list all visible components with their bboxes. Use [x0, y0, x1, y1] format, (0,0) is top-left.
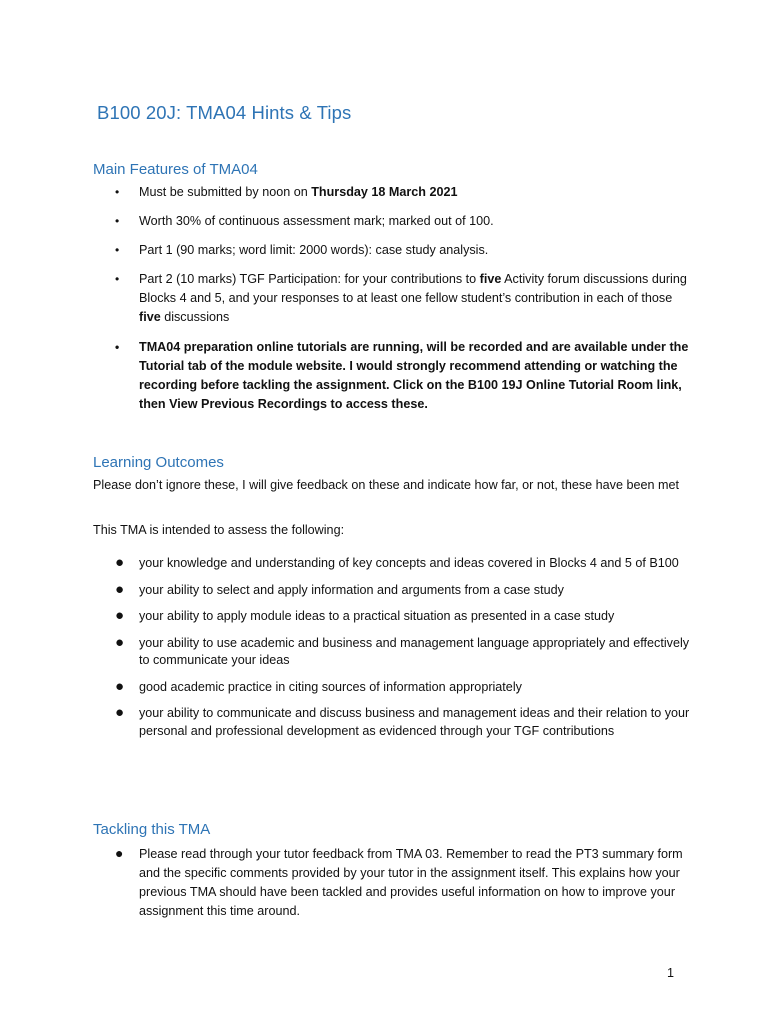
- bullet-marker: ●: [115, 607, 125, 624]
- bullet-marker: ●: [115, 633, 125, 651]
- bullet-marker: ●: [115, 580, 125, 598]
- list-item: ● your ability to communicate and discuss business and management ideas and their relation to your personal and professional development as evidenced through your TGF contributions: [115, 704, 690, 738]
- tackling-list: [93, 845, 693, 921]
- bullet-marker: ●: [115, 704, 125, 721]
- main-features-list: [93, 183, 693, 414]
- bullet-marker: •: [115, 214, 120, 228]
- list-item: • Part 2 (10 marks) TGF Participation: for your contributions to five Activity forum discussions during Blocks 4 and 5, and your responses to at least one fellow student’s contribution in each of those five discussions: [115, 272, 687, 324]
- learning-outcomes-intro: This TMA is intended to assess the following:: [93, 523, 345, 537]
- bullet-marker: •: [115, 340, 120, 354]
- bullet-marker: ●: [115, 845, 124, 861]
- list-item: • TMA04 preparation online tutorials are running, will be recorded and are available under the Tutorial tab of the module website. I would strongly recommend attending or watching the recording before tackling the assignment. Click on the B100 19J Online Tutorial Room link, then View Previous Recordings to access these.: [115, 340, 689, 411]
- page-number: 1: [667, 966, 675, 980]
- list-item: • Must be submitted by noon on Thursday 18 March 2021: [93, 183, 693, 202]
- bullet-marker: •: [115, 185, 120, 199]
- deadline-date: Thursday 18 March 2021: [311, 185, 458, 199]
- list-item: • Part 1 (90 marks; word limit: 2000 words): case study analysis.: [93, 241, 693, 260]
- learning-outcomes-list: [93, 555, 693, 740]
- list-item: • Worth 30% of continuous assessment mark; marked out of 100.: [93, 212, 693, 231]
- learning-outcomes-note: Please don’t ignore these, I will give feedback on these and indicate how far, or not, these have been met: [93, 478, 679, 492]
- bullet-marker: •: [115, 243, 120, 257]
- tackling-heading: Tackling this TMA: [93, 821, 211, 838]
- bullet-marker: •: [115, 272, 120, 286]
- document-title: B100 20J: TMA04 Hints & Tips: [97, 102, 352, 123]
- learning-outcomes-heading: Learning Outcomes: [93, 454, 224, 471]
- list-item: ● Please read through your tutor feedback from TMA 03. Remember to read the PT3 summary form and the specific comments provided by your tutor in the assignment itself. This explains how your previous TMA should have been tackled and provides useful information on how to improve your assignment this time around.: [115, 845, 683, 918]
- bullet-marker: ●: [115, 677, 125, 695]
- main-features-heading: Main Features of TMA04: [93, 161, 258, 178]
- list-item: ● your ability to select and apply information and arguments from a case study: [115, 580, 564, 598]
- list-item: ● your ability to apply module ideas to a practical situation as presented in a case study: [115, 607, 615, 624]
- list-item: ● your ability to use academic and business and management language appropriately and effectively to communicate your ideas: [115, 633, 690, 667]
- bullet-marker: ●: [115, 554, 125, 571]
- list-item: ● good academic practice in citing sources of information appropriately: [115, 677, 522, 695]
- list-item: ● your knowledge and understanding of key concepts and ideas covered in Blocks 4 and 5 of B100: [115, 554, 679, 571]
